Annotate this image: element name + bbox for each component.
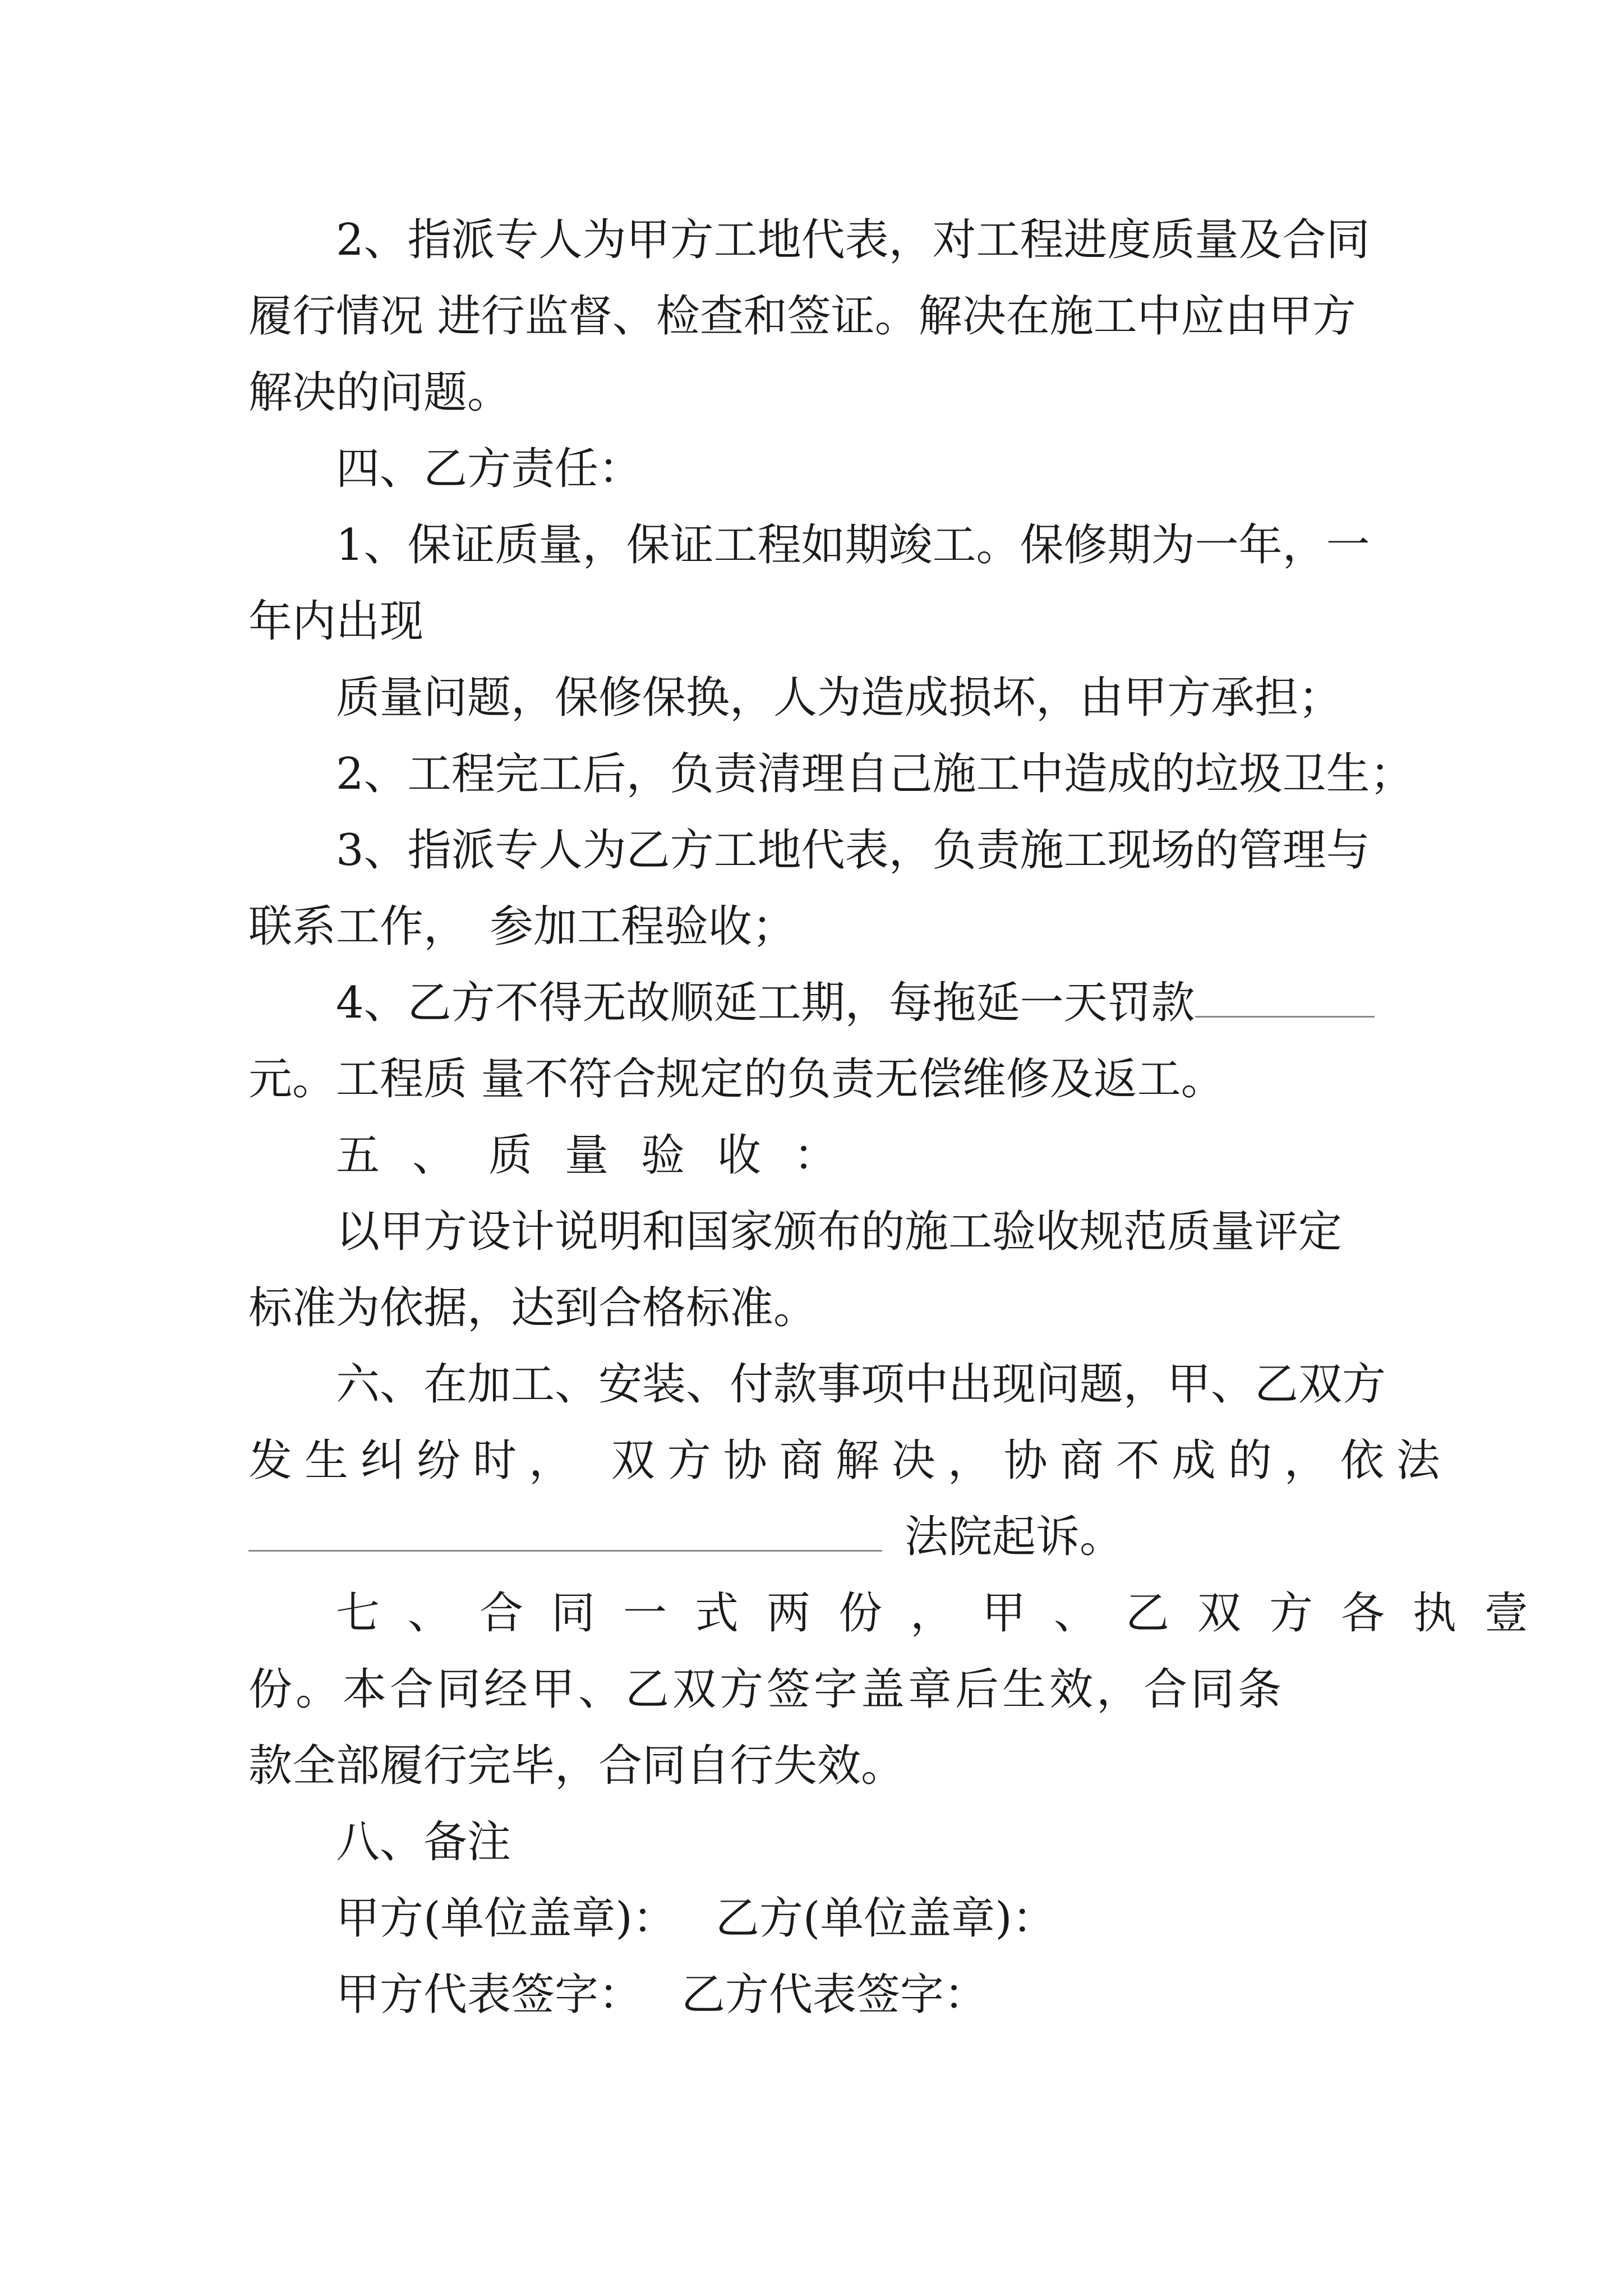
clause-4-3-line-2: [248, 889, 1381, 965]
clause-4-1-line-1: 1、保证质量，保证工程如期竣工。保修期为一年，一: [336, 520, 1370, 570]
clause-5-line-2: 标准为依据，达到合格标准。: [248, 1283, 818, 1333]
clause-3-2-line-1: 2、指派专人为甲方工地代表，对工程进度质量及合同: [336, 215, 1370, 265]
clause-4-3-line-2-part-b: 参加工程验收；: [490, 901, 796, 952]
clause-7-line-1: 七、合同一式两份，甲、乙双方各执壹: [336, 1588, 1557, 1639]
penalty-amount-blank: [1195, 977, 1375, 1018]
party-b-seal-label: 乙方(单位盖章)：: [715, 1893, 1056, 1944]
clause-6-line-3-text: 法院起诉。: [905, 1512, 1124, 1562]
party-a-signature-label: 甲方代表签字：: [336, 1970, 643, 2020]
clause-3-2-line-3: 解决的问题。: [248, 367, 511, 418]
section-5-heading: [248, 1117, 1381, 1194]
clause-4-1-line-2: 年内出现: [248, 596, 424, 647]
clause-6-line-3: [248, 1499, 1381, 1575]
clause-7-line-3: 款全部履行完毕，合同自行失效。: [248, 1741, 905, 1791]
section-5-title: 五、质量验收：: [336, 1130, 870, 1181]
clause-4-4-line-1: [248, 965, 1381, 1041]
party-a-seal-label: 甲方(单位盖章)：: [336, 1893, 676, 1944]
section-4-heading: 四、乙方责任：: [336, 444, 643, 494]
clause-4-4-line-2: 元。工程质 量不符合规定的负责无偿维修及返工。: [248, 1054, 1225, 1105]
clause-6-line-2: 发生纠纷时， 双方协商解决，协商不成的，依法: [248, 1435, 1453, 1486]
signature-line: [248, 1957, 1381, 2033]
section-8-heading: 八、备注: [336, 1817, 511, 1867]
clause-4-4-text: 4、乙方不得无故顺延工期，每拖延一天罚款: [336, 978, 1195, 1028]
clause-5-line-1: 以甲方设计说明和国家颁布的施工验收规范质量评定: [336, 1207, 1343, 1257]
clause-4-3-line-1: 3、指派专人为乙方工地代表，负责施工现场的管理与: [336, 825, 1370, 876]
clause-3-2-line-2: 履行情况 进行监督、检查和签证。解决在施工中应由甲方: [248, 291, 1356, 342]
clause-6-line-1: 六、在加工、安装、付款事项中出现问题，甲、乙双方: [336, 1359, 1386, 1410]
clause-4-3-line-2-part-a: 联系工作，: [248, 901, 468, 952]
seal-line: [248, 1880, 1381, 1957]
party-b-signature-label: 乙方代表签字：: [681, 1970, 988, 2020]
court-name-blank: [248, 1511, 882, 1552]
contract-body: [248, 202, 1557, 2033]
clause-7-line-2: 份。本合同经甲、乙双方签字盖章后生效，合同条: [248, 1664, 1285, 1715]
clause-4-1-continued: 质量问题，保修保换，人为造成损坏，由甲方承担；: [336, 673, 1343, 723]
clause-4-2: 2、工程完工后，负责清理自己施工中造成的垃圾卫生；: [336, 749, 1414, 799]
